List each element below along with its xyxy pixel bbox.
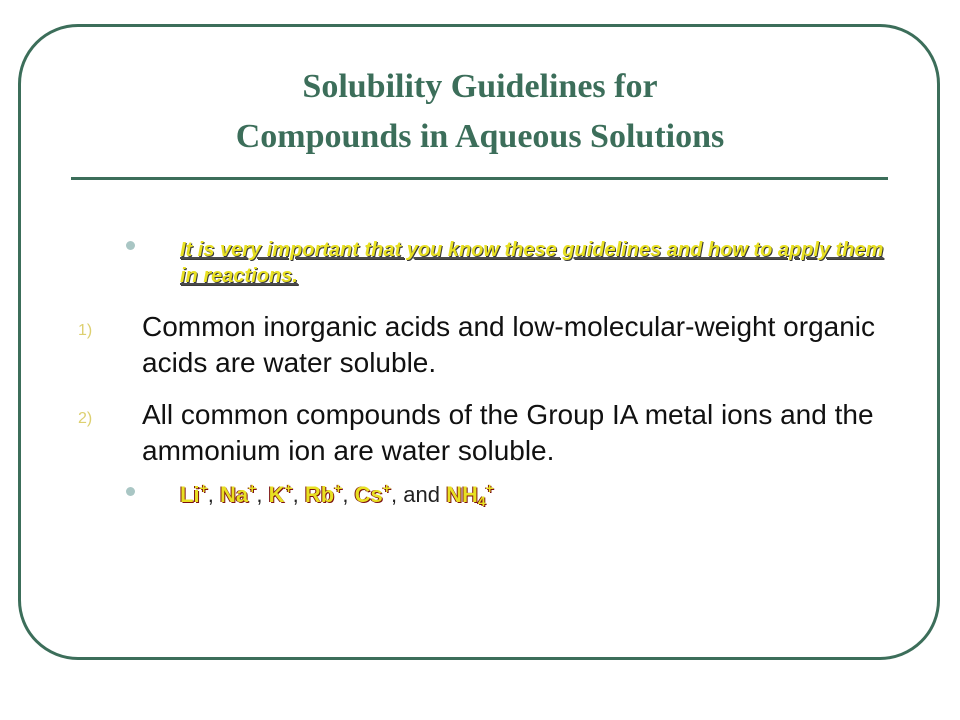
bullet-icon xyxy=(126,241,135,250)
ion-list: Li+, Na+, K+, Rb+, Cs+, and $NH_4^+$ xyxy=(180,480,494,509)
ion-na: Na+ xyxy=(220,480,257,507)
rule-2-number: 2) xyxy=(78,410,93,427)
ion-and-word: and xyxy=(403,482,440,507)
title-line-1: Solubility Guidelines for xyxy=(302,68,658,105)
ion-rb: Rb+ xyxy=(304,480,343,507)
rule-1-text: Common inorganic acids and low-molecular-weight organic acids are water soluble. xyxy=(142,311,876,378)
ion-cs: Cs+ xyxy=(354,480,391,507)
title-divider xyxy=(71,177,888,180)
slide-title xyxy=(70,62,890,162)
intro-bullet-text: It is very important that you know these guidelines and how to apply them in reactions. xyxy=(180,239,884,287)
ion-k: K+ xyxy=(268,480,293,507)
title-line-2: Compounds in Aqueous Solutions xyxy=(235,118,725,155)
rule-1-number: 1) xyxy=(78,322,93,339)
rule-2-text: All common compounds of the Group IA metal ions and the ammonium ion are water soluble. xyxy=(142,399,874,466)
ion-li: Li+ xyxy=(180,480,208,507)
ion-nh4: $NH_4^+$ xyxy=(446,480,494,509)
bullet-icon xyxy=(126,487,135,496)
